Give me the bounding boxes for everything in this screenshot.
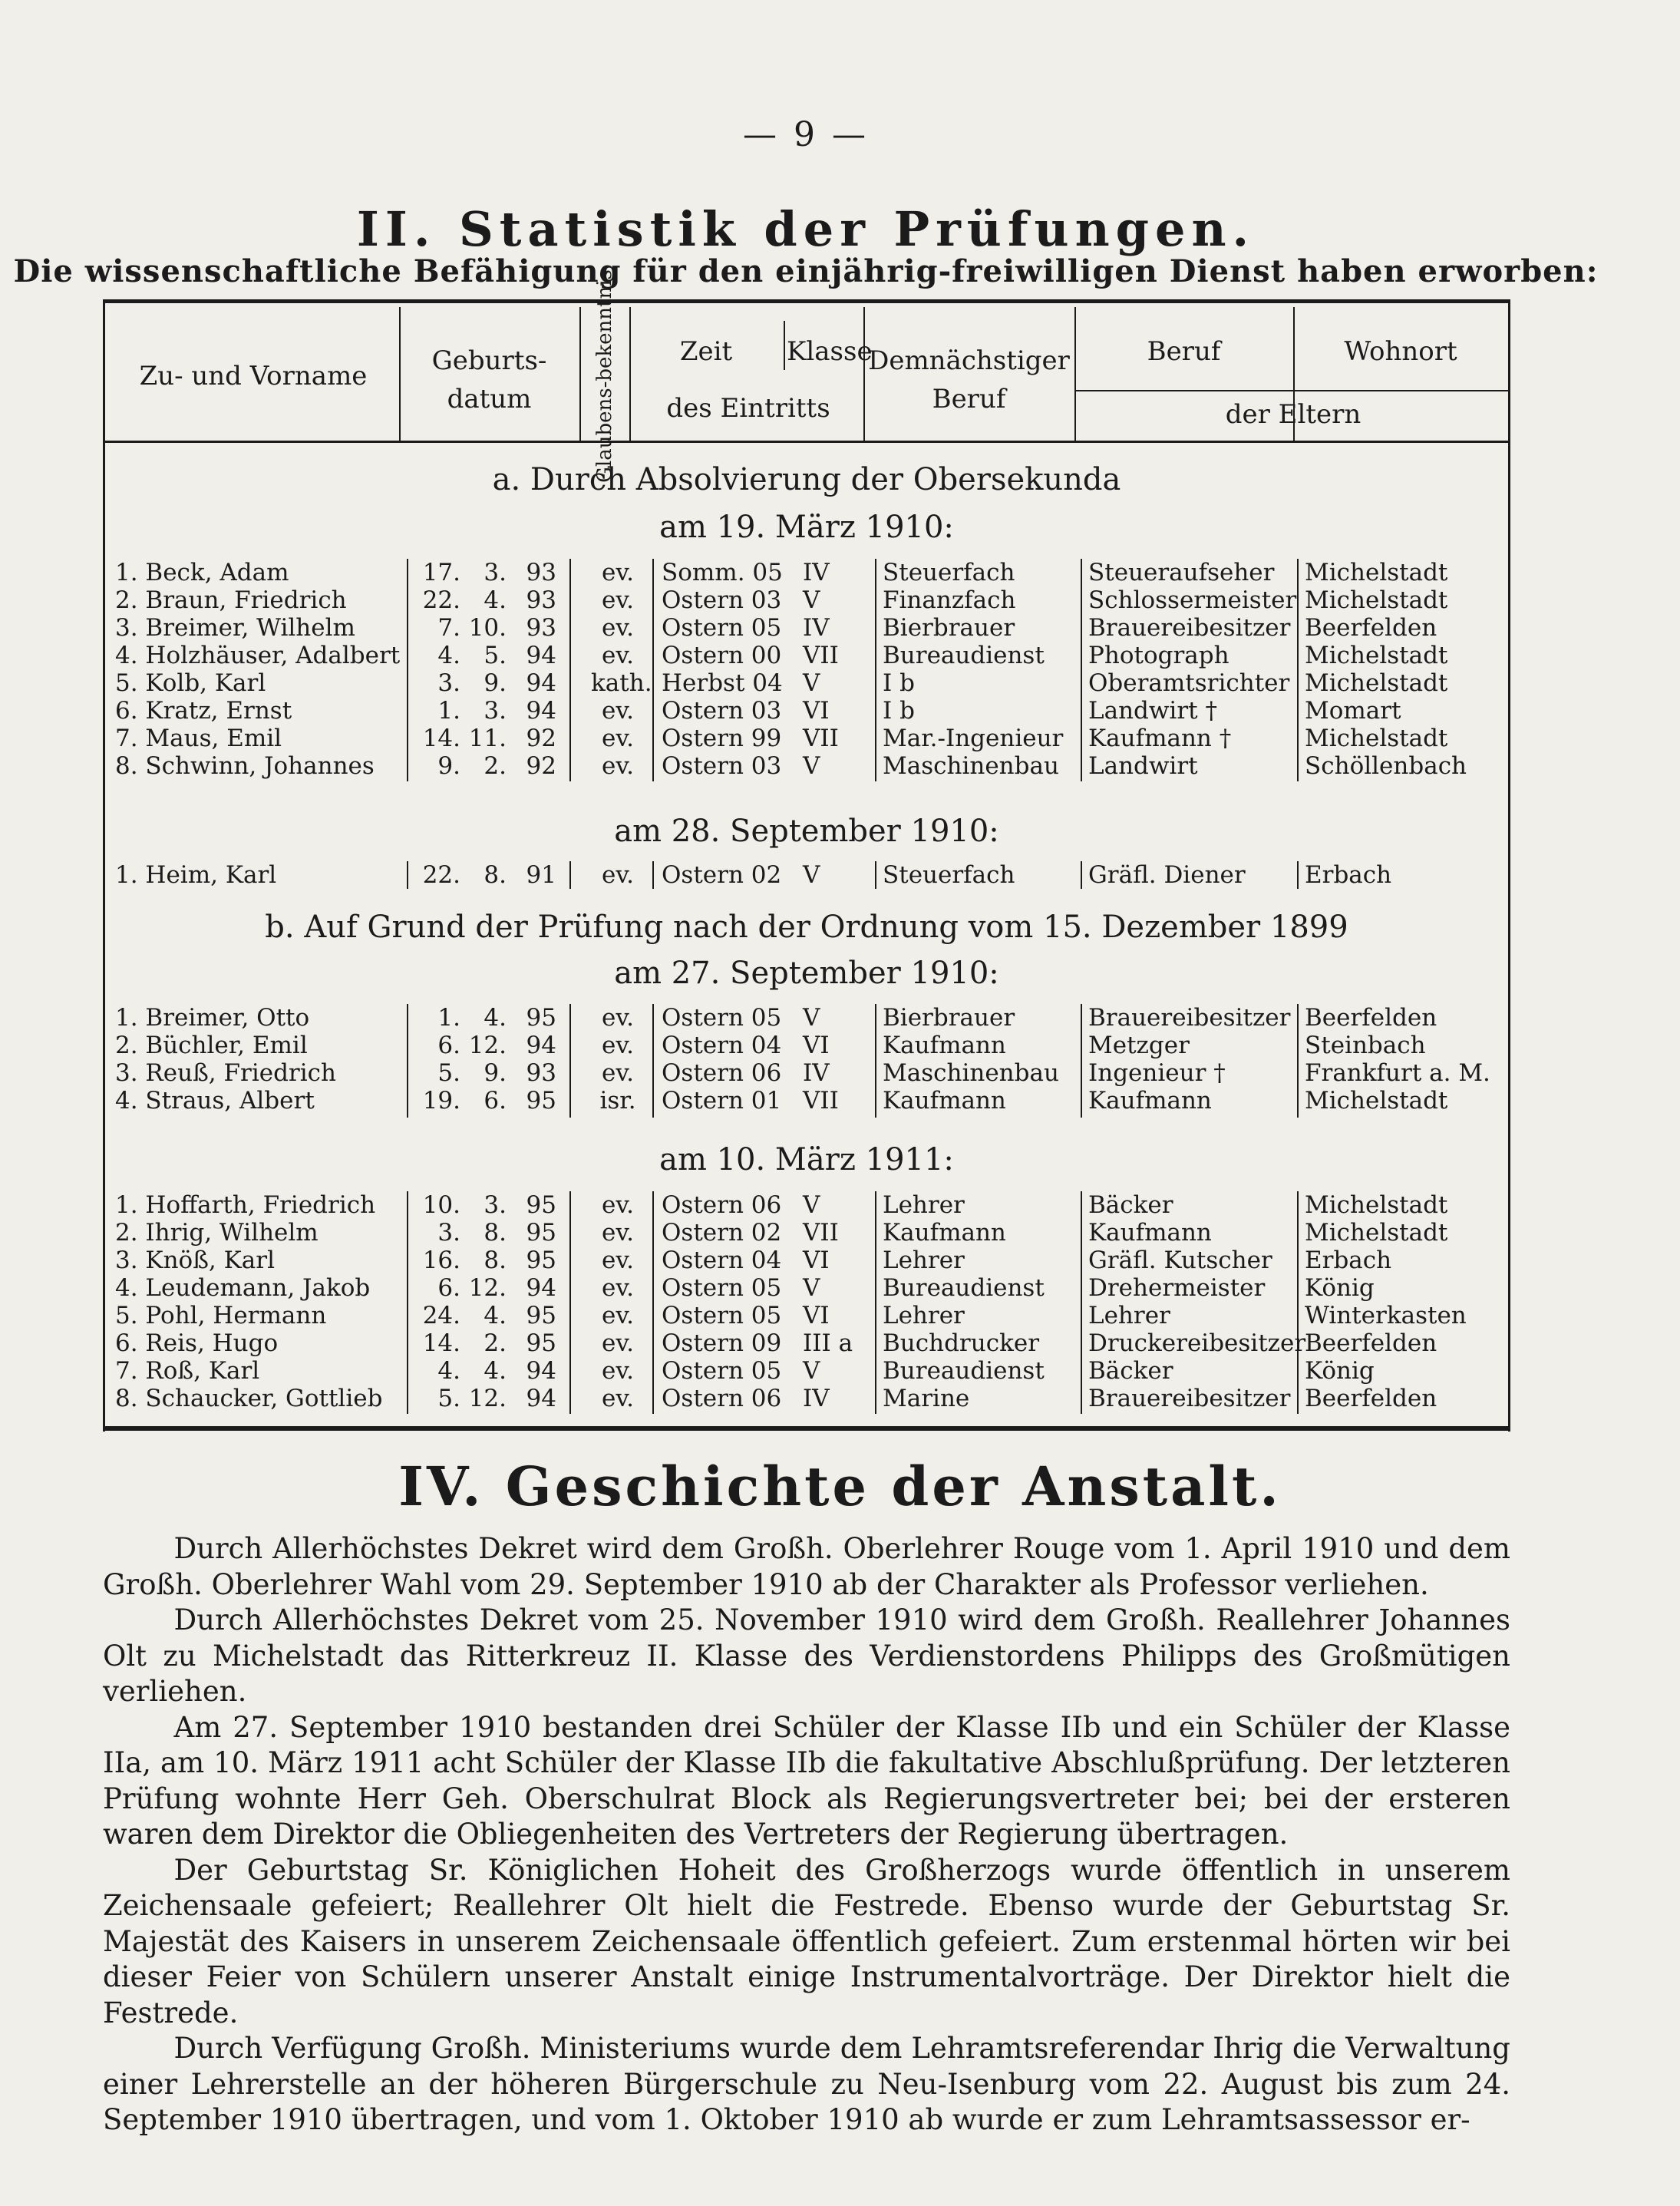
paragraph: Durch Verfügung Großh. Ministeriums wurde dem Lehramtsreferendar Ihrig die Verwaltung einer Lehrerstelle an der höheren Bürgerschule zu Neu-Isenburg vom 22. August bis zum 24. September 1910 übertragen, und vom 1. Oktober 1910 ab wurde er zum Lehramtsassessor er- [103,2032,1510,2136]
cell-entry: Ostern 03 [662,752,782,780]
page-number: — 9 — [743,115,869,154]
cell-entry: Ostern 05 [662,614,782,642]
cell-name: 2. Braun, Friedrich [115,586,347,614]
cell-birth-month: 11. [468,725,507,752]
cell-parent-occupation: Landwirt [1088,752,1198,780]
cell-career: Maschinenbau [883,1059,1059,1087]
cell-birth-year: 95 [526,1191,556,1219]
cell-religion: isr. [599,1087,636,1115]
header-divider [399,307,401,441]
cell-birth-day: 17. [422,559,460,586]
cell-religion: ev. [601,1302,635,1329]
cell-birth-month: 3. [484,559,507,586]
cell-birth-month: 12. [468,1032,507,1059]
cell-birth-month: 2. [484,752,507,780]
table-row [0,1385,1680,1412]
cell-religion: ev. [601,614,635,642]
cell-class: IV [803,1059,830,1087]
cell-career: Bureaudienst [883,1357,1045,1385]
cell-birth-month: 4. [484,1004,507,1032]
cell-career: Bierbrauer [883,614,1015,642]
cell-parent-occupation: Schlossermeister [1088,586,1297,614]
cell-religion: ev. [601,1004,635,1032]
cell-name: 8. Schaucker, Gottlieb [115,1385,383,1412]
cell-name: 2. Ihrig, Wilhelm [115,1219,319,1247]
cell-religion: ev. [601,1191,635,1219]
cell-class: V [803,586,820,614]
header-entry-top: Zeit [679,336,733,367]
cell-class: VI [803,1302,830,1329]
history-title: IV. Geschichte der Anstalt. [398,1455,1282,1518]
cell-career: Marine [883,1385,970,1412]
paragraph: Durch Allerhöchstes Dekret wird dem Großh. Oberlehrer Rouge vom 1. April 1910 und dem Großh. Oberlehrer Wahl vom 29. September 1910 ab der Charakter als Professor verliehen. [103,1532,1510,1601]
cell-birth-day: 10. [422,1191,460,1219]
cell-entry: Ostern 03 [662,586,782,614]
cell-entry: Ostern 05 [662,1302,782,1329]
cell-parent-residence: Beerfelden [1305,1385,1437,1412]
cell-class: VII [803,1219,839,1247]
header-entry-bottom: des Eintritts [666,393,830,424]
cell-career: Lehrer [883,1247,965,1274]
cell-religion: ev. [601,1059,635,1087]
cell-parent-residence: König [1305,1357,1375,1385]
cell-entry: Ostern 06 [662,1191,782,1219]
cell-birth-day: 5. [437,1059,460,1087]
header-divider [579,307,581,441]
cell-birth-year: 95 [526,1004,556,1032]
cell-parent-residence: Momart [1305,697,1401,725]
table-row [0,697,1680,725]
cell-class: VI [803,1032,830,1059]
cell-birth-year: 91 [526,861,556,889]
cell-parent-residence: Michelstadt [1305,1087,1448,1115]
cell-birth-month: 8. [484,1219,507,1247]
header-birth-top: Geburts- [431,345,547,376]
cell-birth-day: 4. [437,1357,460,1385]
header-name: Zu- und Vorname [139,361,368,391]
cell-birth-year: 95 [526,1087,556,1115]
cell-birth-month: 3. [484,1191,507,1219]
cell-class: III a [803,1329,853,1357]
cell-birth-day: 6. [437,1032,460,1059]
cell-parent-occupation: Gräfl. Diener [1088,861,1246,889]
table-row [0,1247,1680,1274]
cell-birth-year: 94 [526,1032,556,1059]
cell-birth-day: 5. [437,1385,460,1412]
cell-career: I b [883,697,915,725]
cell-career: Mar.-Ingenieur [883,725,1064,752]
header-divider [784,321,785,370]
cell-entry: Ostern 06 [662,1385,782,1412]
cell-birth-day: 6. [437,1274,460,1302]
paragraph: Durch Allerhöchstes Dekret vom 25. November 1910 wird dem Großh. Reallehrer Johannes Olt zu Michelstadt das Ritterkreuz II. Klasse des Verdienstordens Philipps des Großmütigen verliehen. [103,1603,1510,1708]
cell-name: 5. Pohl, Hermann [115,1302,327,1329]
cell-birth-month: 8. [484,1247,507,1274]
header-career-top: Demnächstiger [868,345,1070,376]
cell-entry: Ostern 09 [662,1329,782,1357]
table-row [0,1274,1680,1302]
header-divider [629,307,631,441]
cell-entry: Ostern 06 [662,1059,782,1087]
cell-entry: Ostern 03 [662,697,782,725]
cell-birth-year: 94 [526,1357,556,1385]
cell-parent-occupation: Druckereibesitzer [1088,1329,1306,1357]
cell-entry: Ostern 99 [662,725,782,752]
header-career-bottom: Beruf [932,384,1006,414]
cell-entry: Herbst 04 [662,669,783,697]
cell-parent-residence: Frankfurt a. M. [1305,1059,1490,1087]
cell-entry: Ostern 02 [662,861,782,889]
cell-name: 8. Schwinn, Johannes [115,752,375,780]
cell-birth-day: 3. [437,669,460,697]
table-row [0,669,1680,697]
cell-career: Bureaudienst [883,1274,1045,1302]
cell-birth-year: 94 [526,697,556,725]
cell-birth-year: 93 [526,586,556,614]
table-row [0,861,1680,889]
cell-parent-occupation: Gräfl. Kutscher [1088,1247,1272,1274]
cell-parent-residence: Michelstadt [1305,1191,1448,1219]
cell-religion: ev. [601,752,635,780]
cell-parent-residence: Michelstadt [1305,669,1448,697]
cell-class: V [803,669,820,697]
cell-name: 7. Roß, Karl [115,1357,260,1385]
cell-birth-day: 14. [422,1329,460,1357]
cell-parent-occupation: Brauereibesitzer [1088,1004,1291,1032]
table-row [0,1191,1680,1219]
table-row [0,1059,1680,1087]
cell-name: 7. Maus, Emil [115,725,282,752]
table-row [0,614,1680,642]
cell-class: V [803,752,820,780]
cell-religion: ev. [601,1357,635,1385]
cell-birth-day: 16. [422,1247,460,1274]
cell-birth-month: 4. [484,1357,507,1385]
table-bottom-rule [103,1426,1510,1431]
cell-career: Lehrer [883,1302,965,1329]
cell-parent-occupation: Kaufmann † [1088,725,1232,752]
history-text [103,1531,1510,2138]
cell-class: V [803,1004,820,1032]
cell-parent-occupation: Kaufmann [1088,1219,1212,1247]
cell-career: I b [883,669,915,697]
header-parents-residence: Wohnort [1344,336,1457,367]
cell-parent-residence: Erbach [1305,861,1392,889]
cell-religion: ev. [601,1032,635,1059]
cell-name: 2. Büchler, Emil [115,1032,308,1059]
cell-career: Bierbrauer [883,1004,1015,1032]
cell-birth-month: 4. [484,586,507,614]
cell-parent-residence: Michelstadt [1305,559,1448,586]
cell-birth-year: 95 [526,1247,556,1274]
cell-religion: ev. [601,1274,635,1302]
subgroup-date: am 19. März 1910: [659,510,954,545]
cell-birth-day: 1. [437,697,460,725]
cell-entry: Ostern 04 [662,1247,782,1274]
header-birth-bottom: datum [447,384,532,414]
cell-religion: ev. [601,642,635,669]
cell-birth-month: 6. [484,1087,507,1115]
cell-religion: ev. [601,697,635,725]
cell-career: Lehrer [883,1191,965,1219]
cell-birth-month: 5. [484,642,507,669]
group-heading: a. Durch Absolvierung der Obersekunda [492,462,1121,497]
cell-birth-day: 4. [437,642,460,669]
table-row [0,725,1680,752]
header-religion: Glaubens-bekenntnis [593,269,616,483]
cell-religion: ev. [601,725,635,752]
cell-parent-occupation: Lehrer [1088,1302,1170,1329]
cell-career: Kaufmann [883,1032,1006,1059]
section-title: II. Statistik der Prüfungen. [356,201,1256,257]
cell-parent-occupation: Brauereibesitzer [1088,614,1291,642]
cell-class: V [803,861,820,889]
cell-entry: Ostern 04 [662,1032,782,1059]
header-divider [863,307,865,441]
cell-career: Steuerfach [883,559,1015,586]
cell-name: 4. Leudemann, Jakob [115,1274,371,1302]
table-row [0,642,1680,669]
cell-birth-day: 1. [437,1004,460,1032]
cell-birth-month: 2. [484,1329,507,1357]
cell-parent-residence: Beerfelden [1305,1329,1437,1357]
cell-career: Kaufmann [883,1219,1006,1247]
cell-religion: ev. [601,1219,635,1247]
cell-class: VII [803,642,839,669]
cell-parent-residence: Beerfelden [1305,1004,1437,1032]
cell-birth-year: 94 [526,642,556,669]
cell-class: IV [803,559,830,586]
cell-career: Finanzfach [883,586,1016,614]
cell-name: 1. Beck, Adam [115,559,289,586]
paragraph: Der Geburtstag Sr. Königlichen Hoheit des Großherzogs wurde öffentlich in unserem Zeichensaale gefeiert; Reallehrer Olt hielt die Festrede. Ebenso wurde der Geburtstag Sr. Majestät des Kaisers in unserem Zeichensaale öffentlich gefeiert. Zum erstenmal hörten wir bei dieser Feier von Schülern unserer Anstalt einige Instrumentalvorträge. Der Direktor hielt die Festrede. [103,1853,1510,2029]
header-divider [1074,307,1076,441]
cell-entry: Ostern 00 [662,642,782,669]
cell-name: 6. Kratz, Ernst [115,697,292,725]
cell-birth-day: 7. [437,614,460,642]
paragraph: Am 27. September 1910 bestanden drei Schüler der Klasse IIb und ein Schüler der Klasse IIa, am 10. März 1911 acht Schüler der Klasse IIb die fakultative Abschlußprüfung. Der letzteren Prüfung wohnte Herr Geh. Oberschulrat Block als Regierungsvertreter bei; bei der ersteren waren dem Direktor die Obliegenheiten des Vertreters der Regierung übertragen. [103,1710,1510,1851]
table-row [0,1302,1680,1329]
cell-birth-month: 9. [484,1059,507,1087]
cell-parent-occupation: Landwirt † [1088,697,1217,725]
cell-class: VII [803,725,839,752]
cell-name: 4. Straus, Albert [115,1087,315,1115]
header-divider [1074,390,1510,391]
cell-birth-day: 22. [422,861,460,889]
cell-parent-occupation: Drehermeister [1088,1274,1266,1302]
table-row [0,752,1680,780]
cell-class: VI [803,1247,830,1274]
cell-birth-year: 95 [526,1329,556,1357]
cell-entry: Ostern 05 [662,1004,782,1032]
cell-name: 5. Kolb, Karl [115,669,266,697]
cell-name: 4. Holzhäuser, Adalbert [115,642,401,669]
cell-religion: ev. [601,586,635,614]
cell-class: V [803,1274,820,1302]
cell-entry: Ostern 05 [662,1357,782,1385]
cell-parent-occupation: Kaufmann [1088,1087,1212,1115]
table-row [0,559,1680,586]
cell-class: IV [803,1385,830,1412]
cell-name: 1. Hoffarth, Friedrich [115,1191,376,1219]
cell-religion: ev. [601,861,635,889]
cell-religion: ev. [601,1329,635,1357]
header-religion-cell [582,269,628,483]
cell-birth-day: 24. [422,1302,460,1329]
table-row [0,1004,1680,1032]
header-parents-label: der Eltern [1225,399,1361,430]
cell-birth-year: 93 [526,1059,556,1087]
cell-birth-day: 22. [422,586,460,614]
cell-entry: Ostern 02 [662,1219,782,1247]
header-class: Klasse [787,336,873,367]
cell-parent-residence: Beerfelden [1305,614,1437,642]
cell-entry: Somm. 05 [662,559,783,586]
cell-religion: ev. [601,1247,635,1274]
cell-career: Maschinenbau [883,752,1059,780]
cell-birth-day: 19. [422,1087,460,1115]
subgroup-date: am 10. März 1911: [659,1142,954,1177]
cell-parent-residence: Schöllenbach [1305,752,1467,780]
cell-class: V [803,1357,820,1385]
cell-class: V [803,1191,820,1219]
cell-birth-year: 94 [526,1385,556,1412]
cell-entry: Ostern 05 [662,1274,782,1302]
cell-class: VI [803,697,830,725]
cell-name: 1. Heim, Karl [115,861,277,889]
cell-career: Buchdrucker [883,1329,1040,1357]
cell-birth-year: 95 [526,1302,556,1329]
cell-parent-residence: Michelstadt [1305,1219,1448,1247]
cell-birth-day: 3. [437,1219,460,1247]
cell-parent-residence: Winterkasten [1305,1302,1467,1329]
cell-birth-month: 12. [468,1385,507,1412]
cell-parent-occupation: Photograph [1088,642,1229,669]
cell-birth-year: 92 [526,725,556,752]
subgroup-date: am 28. September 1910: [614,814,999,849]
cell-birth-year: 94 [526,669,556,697]
cell-birth-year: 94 [526,1274,556,1302]
cell-parent-residence: Michelstadt [1305,725,1448,752]
cell-parent-occupation: Steueraufseher [1088,559,1275,586]
cell-name: 1. Breimer, Otto [115,1004,310,1032]
cell-parent-occupation: Bäcker [1088,1357,1173,1385]
table-header-rule [103,441,1510,443]
table-row [0,1219,1680,1247]
cell-birth-month: 4. [484,1302,507,1329]
cell-birth-day: 9. [437,752,460,780]
cell-parent-residence: Michelstadt [1305,586,1448,614]
cell-birth-month: 12. [468,1274,507,1302]
cell-birth-month: 10. [468,614,507,642]
cell-birth-year: 93 [526,559,556,586]
group-heading: b. Auf Grund der Prüfung nach der Ordnung vom 15. Dezember 1899 [265,910,1348,945]
cell-parent-occupation: Oberamtsrichter [1088,669,1290,697]
cell-parent-residence: Steinbach [1305,1032,1426,1059]
cell-religion: ev. [601,559,635,586]
cell-birth-month: 3. [484,697,507,725]
cell-parent-residence: König [1305,1274,1375,1302]
table-caption: Die wissenschaftliche Befähigung für den einjährig-freiwilligen Dienst haben erworben: [13,253,1599,289]
table-row [0,586,1680,614]
cell-parent-occupation: Brauereibesitzer [1088,1385,1291,1412]
table-row [0,1087,1680,1115]
cell-name: 3. Breimer, Wilhelm [115,614,355,642]
header-parents-occupation: Beruf [1147,336,1221,367]
cell-class: IV [803,614,830,642]
cell-parent-occupation: Metzger [1088,1032,1190,1059]
cell-religion: kath. [591,669,652,697]
cell-name: 3. Reuß, Friedrich [115,1059,336,1087]
cell-career: Bureaudienst [883,642,1045,669]
cell-name: 3. Knöß, Karl [115,1247,276,1274]
table-row [0,1357,1680,1385]
cell-career: Steuerfach [883,861,1015,889]
cell-birth-day: 14. [422,725,460,752]
cell-career: Kaufmann [883,1087,1006,1115]
cell-religion: ev. [601,1385,635,1412]
cell-class: VII [803,1087,839,1115]
cell-parent-occupation: Bäcker [1088,1191,1173,1219]
cell-parent-residence: Michelstadt [1305,642,1448,669]
subgroup-date: am 27. September 1910: [614,956,999,991]
cell-birth-year: 93 [526,614,556,642]
cell-entry: Ostern 01 [662,1087,782,1115]
cell-birth-month: 9. [484,669,507,697]
cell-name: 6. Reis, Hugo [115,1329,279,1357]
table-row [0,1329,1680,1357]
cell-birth-year: 95 [526,1219,556,1247]
cell-birth-year: 92 [526,752,556,780]
cell-parent-occupation: Ingenieur † [1088,1059,1226,1087]
cell-parent-residence: Erbach [1305,1247,1392,1274]
table-row [0,1032,1680,1059]
cell-birth-month: 8. [484,861,507,889]
